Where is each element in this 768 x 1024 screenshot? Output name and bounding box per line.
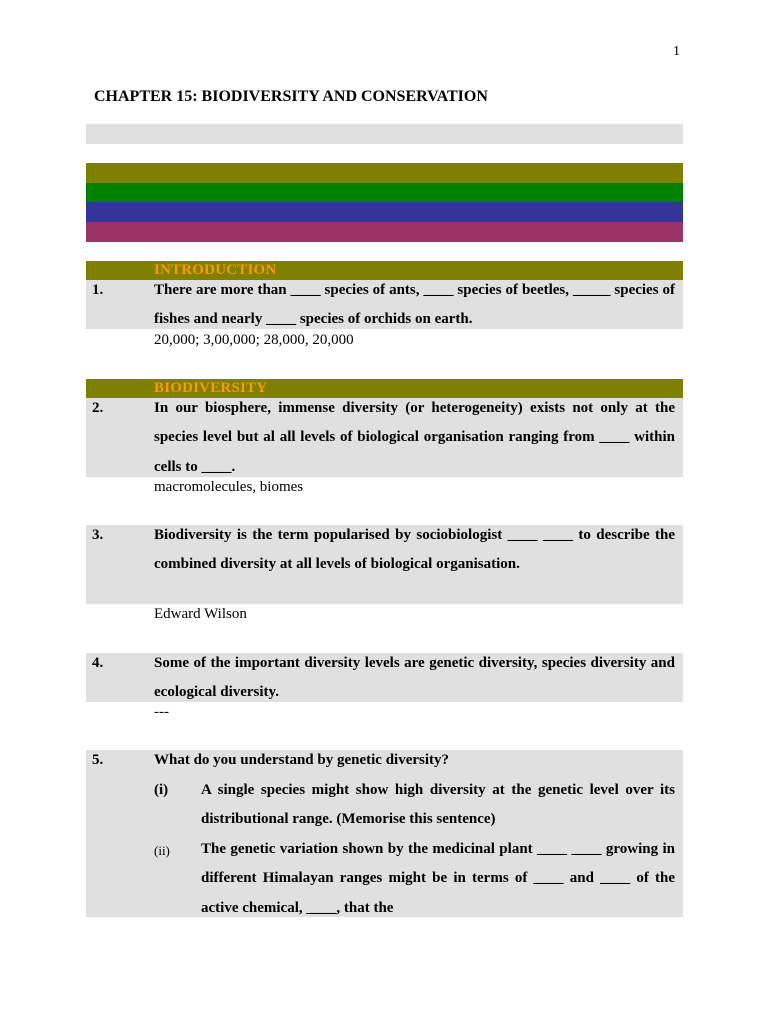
question-block-2	[86, 398, 683, 477]
question-number: 1.	[92, 282, 104, 298]
answer-text: ---	[154, 704, 169, 720]
page-number: 1	[673, 44, 680, 59]
section-heading-label: INTRODUCTION	[154, 262, 277, 278]
blue-band	[86, 202, 683, 222]
question-text: There are more than ____ species of ants, ____ species of beetles, _____ species of fishes and nearly ____ species of orchids on earth.	[154, 282, 675, 328]
magenta-band	[86, 222, 683, 242]
olive-band	[86, 163, 683, 183]
question-block-5	[86, 750, 683, 917]
question-number: 2.	[92, 400, 104, 416]
subitem-text: A single species might show high diversity at the genetic level over its distributional range. (Memorise this sentence)	[201, 782, 675, 828]
subitem-marker: (i)	[154, 782, 169, 798]
subitem-marker: (ii)	[154, 843, 170, 858]
grey-band	[86, 124, 683, 144]
question-text: In our biosphere, immense diversity (or heterogeneity) exists not only at the species level but al all levels of biological organisation ranging from ____ within cells to ____.	[154, 400, 675, 475]
question-number: 5.	[92, 752, 104, 768]
question-number: 4.	[92, 655, 104, 671]
green-band	[86, 183, 683, 202]
answer-text: 20,000; 3,00,000; 28,000, 20,000	[154, 332, 354, 348]
question-block-3	[86, 525, 683, 604]
question-number: 3.	[92, 527, 104, 543]
answer-text: Edward Wilson	[154, 606, 247, 622]
chapter-title: CHAPTER 15: BIODIVERSITY AND CONSERVATION	[94, 88, 488, 105]
question-block-4	[86, 653, 683, 702]
question-text: Some of the important diversity levels are genetic diversity, species diversity and ecological diversity.	[154, 655, 675, 701]
question-text: Biodiversity is the term popularised by sociobiologist ____ ____ to describe the combined diversity at all levels of biological organisation.	[154, 527, 675, 573]
answer-text: macromolecules, biomes	[154, 479, 304, 495]
question-text: What do you understand by genetic diversity?	[154, 752, 450, 768]
question-block-1	[86, 280, 683, 329]
section-heading-label: BIODIVERSITY	[154, 380, 268, 396]
subitem-text: The genetic variation shown by the medicinal plant ____ ____ growing in different Himalayan ranges might be in terms of ____ and ____ of the active chemical, ____, that the	[201, 841, 675, 916]
